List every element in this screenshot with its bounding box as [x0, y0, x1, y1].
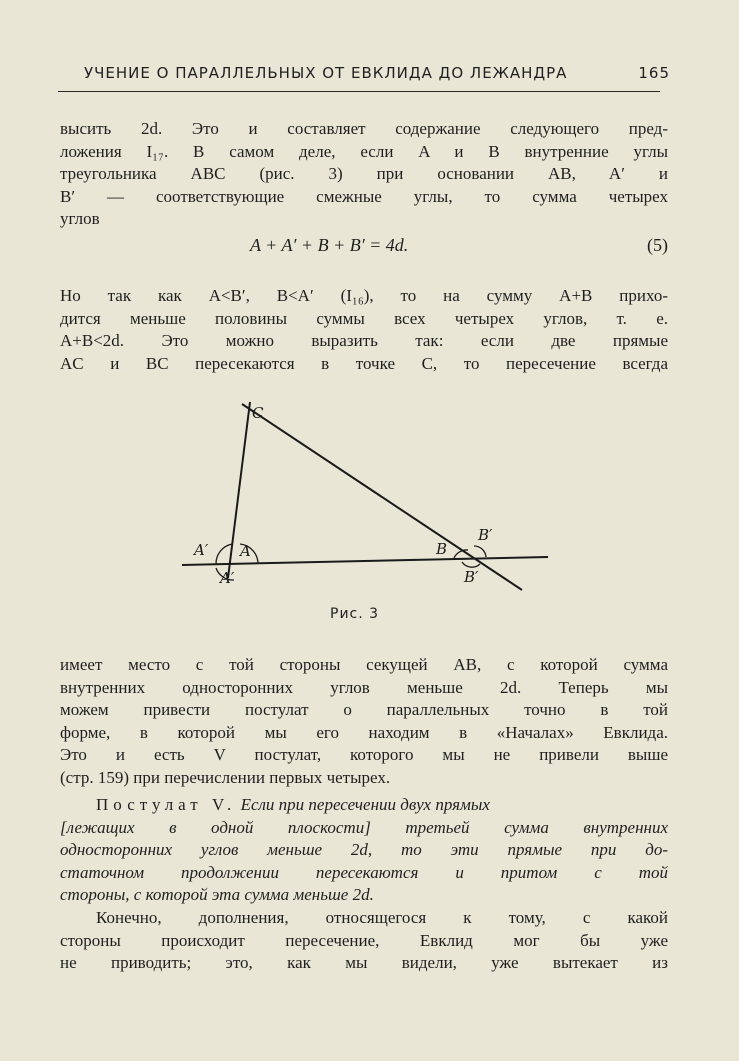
text-line: AC и BC пересекаются в точке C, то пересечение всегда: [60, 353, 668, 373]
text-line: (стр. 159) при перечислении первых четырех.: [60, 767, 391, 787]
label-a: A: [240, 542, 251, 560]
angle-arc-b-prime-upper: [474, 546, 486, 557]
text-line: можем привести постулат о параллельных точно в той: [60, 700, 668, 719]
text-line: внутренних односторонних углов меньше 2d. Теперь мы: [60, 677, 668, 697]
equation-number: (5): [647, 235, 668, 255]
angle-arc-b: [454, 550, 468, 558]
label-a-prime-below: A′: [220, 569, 235, 587]
label-b-prime-upper: B′: [478, 526, 493, 544]
text-line: Это и есть V постулат, которого мы не привели выше: [60, 745, 668, 764]
paragraph-2: [60, 285, 668, 375]
equation-5: [60, 235, 668, 261]
figure-caption: Рис. 3: [330, 606, 380, 622]
label-b: B: [436, 540, 448, 558]
postulate-text: Если при пересечении двух прямых: [240, 795, 490, 814]
equation-expression: A + A′ + B + B′ = 4d.: [250, 235, 409, 255]
header-rule: [58, 91, 660, 92]
figure-3-triangle: [180, 400, 550, 600]
text-line: ложения I₁₇. В самом деле, если A и B внутренние углы: [60, 141, 668, 161]
text-line: A+B<2d. Это можно выразить так: если две прямые: [60, 331, 668, 350]
header-title: УЧЕНИЕ О ПАРАЛЛЕЛЬНЫХ ОТ ЕВКЛИДА ДО ЛЕЖАНДРА: [84, 64, 568, 82]
postulate-v: [60, 794, 668, 907]
text-line: Конечно, дополнения, относящегося к тому, с какой: [96, 908, 668, 927]
paragraph-3: [60, 654, 668, 789]
text-line: B′ — соответствующие смежные углы, то сумма четырех: [60, 186, 668, 206]
label-b-prime-lower: B′: [464, 568, 479, 586]
postulate-line: [лежащих в одной плоскости] третьей сумма внутренних: [60, 817, 668, 837]
text-line: стороны происходит пересечение, Евклид мог бы уже: [60, 930, 668, 950]
paragraph-4: [60, 907, 668, 975]
text-line: форме, в которой мы его находим в «Началах» Евклида.: [60, 722, 668, 742]
postulate-first-line: [60, 794, 668, 817]
page-number: 165: [638, 64, 670, 82]
label-c: C: [252, 404, 264, 422]
paragraph-1: [60, 118, 668, 231]
angle-arc-b-prime-lower: [462, 562, 480, 567]
postulate-line: односторонних углов меньше 2d, то эти прямые при до-: [60, 840, 668, 859]
text-line: дится меньше половины суммы всех четырех углов, т. е.: [60, 308, 668, 328]
postulate-line: статочном продолжении пересекаются и притом с той: [60, 862, 668, 882]
text-line: не приводить; это, как мы видели, уже вытекает из: [60, 953, 668, 972]
text-line: имеет место с той стороны секущей AB, с которой сумма: [60, 655, 668, 674]
text-line: углов: [60, 209, 100, 228]
postulate-line: стороны, с которой эта сумма меньше 2d.: [60, 885, 374, 904]
text-line: Но так как A<B′, B<A′ (I₁₆), то на сумму A+B прихо-: [60, 286, 668, 305]
postulate-label: Постулат V.: [96, 795, 237, 814]
label-a-prime-left: A′: [194, 541, 209, 559]
text-line: высить 2d. Это и составляет содержание следующего пред-: [60, 119, 668, 138]
line-ab: [182, 557, 548, 565]
text-line: треугольника ABC (рис. 3) при основании AB, A′ и: [60, 164, 668, 183]
